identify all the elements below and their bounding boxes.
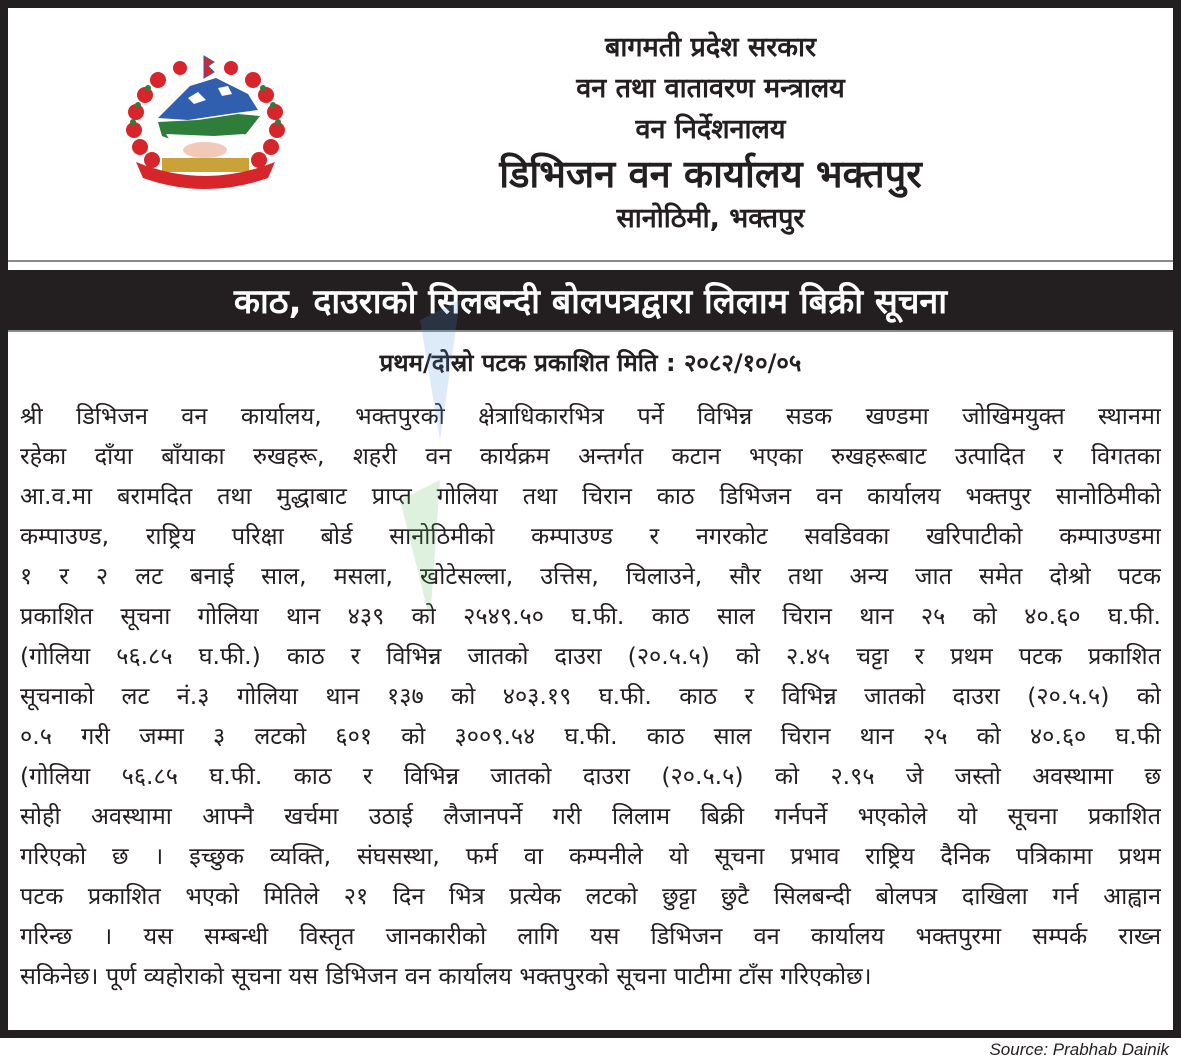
notice-header bbox=[8, 8, 1173, 262]
publication-separator: : bbox=[665, 349, 676, 377]
publication-label: प्रथम/दोस्रो पटक प्रकाशित मिति bbox=[379, 349, 658, 377]
province-government-line: बागमती प्रदेश सरकार bbox=[604, 32, 817, 63]
body-line: १ र २ लट बनाई साल, मसला, खोटेसल्ला, उत्तिस, चिलाउने, सौर तथा अन्य जात समेत दोश्रो पटक bbox=[20, 562, 1161, 590]
notice-title: काठ, दाउराको सिलबन्दी बोलपत्रद्वारा लिलाम बिक्री सूचना bbox=[233, 282, 948, 322]
body-line: प्रकाशित सूचना गोलिया थान ४३९ को २५४९.५० घ.फी. काठ साल चिरान थान २५ को ४०.६० घ.फी. bbox=[20, 602, 1161, 630]
body-line: रहेका दाँया बाँयाका रुखहरू, शहरी वन कार्यक्रम अन्तर्गत कटान भएका रुखहरूबाट उत्पादित र विगतका bbox=[20, 442, 1161, 470]
body-line: कम्पाउण्ड, राष्ट्रिय परिक्षा बोर्ड सानोठिमीको कम्पाउण्ड र नगरकोट सवडिवका खरिपाटीको कम्पाउण्डमा bbox=[20, 522, 1161, 550]
ministry-line: वन तथा वातावरण मन्त्रालय bbox=[576, 73, 845, 104]
publication-date bbox=[8, 346, 1173, 379]
government-emblem-icon bbox=[118, 50, 293, 195]
notice-title-bar bbox=[8, 270, 1173, 332]
body-line: सकिनेछ। पूर्ण व्यहोराको सूचना यस डिभिजन वन कार्यालय भक्तपुरको सूचना पाटीमा टाँस गरिएकोछ। bbox=[20, 962, 872, 990]
body-line: सूचनाको लट नं.३ गोलिया थान १३७ को ४०३.१९ घ.फी. काठ र विभिन्न जातको दाउरा (२०.५.५) को bbox=[20, 682, 1161, 710]
directorate-line: वन निर्देशनालय bbox=[635, 114, 786, 145]
office-address-line: सानोठिमी, भक्तपुर bbox=[616, 203, 805, 234]
source-credit: Source: Prabhab Dainik bbox=[989, 1040, 1169, 1059]
body-line: गरिन्छ । यस सम्बन्धी विस्तृत जानकारीको लागि यस डिभिजन वन कार्यालय भक्तपुरमा सम्पर्क राख्न bbox=[20, 922, 1161, 950]
body-line: (गोलिया ५६.८५ घ.फी. काठ र विभिन्न जातको दाउरा (२०.५.५) को २.९५ जे जस्तो अवस्थामा छ bbox=[20, 762, 1161, 790]
body-line: आ.व.मा बरामदित तथा मुद्धाबाट प्राप्त गोलिया तथा चिरान काठ डिभिजन वन कार्यालय भक्तपुर सानोठिमीको bbox=[20, 482, 1161, 510]
body-line: गरिएको छ । इच्छुक व्यक्ति, संघसस्था, फर्म वा कम्पनीले यो सूचना प्रभाव राष्ट्रिय दैनिक पत्रिकामा प्रथम bbox=[20, 842, 1161, 870]
notice-body bbox=[20, 396, 1161, 996]
publication-date-value: २०८२/१०/०५ bbox=[683, 349, 802, 377]
office-heading bbox=[308, 30, 1113, 232]
body-line: पटक प्रकाशित भएको मितिले २१ दिन भित्र प्रत्येक लटको छुट्टा छुटै सिलबन्दी बोलपत्र दाखिला गर्न आह्वान bbox=[20, 882, 1161, 910]
office-name-line: डिभिजन वन कार्यालय भक्तपुर bbox=[499, 152, 922, 196]
body-line: ०.५ गरी जम्मा ३ लटको ६०१ को ३००९.५४ घ.फी. काठ साल चिरान थान २५ को ४०.६० घ.फी bbox=[20, 722, 1161, 750]
body-line: श्री डिभिजन वन कार्यालय, भक्तपुरको क्षेत्राधिकारभित्र पर्ने विभिन्न सडक खण्डमा जोखिमयुक्त स्थानमा bbox=[20, 402, 1161, 430]
body-line: सोही अवस्थामा आफ्नै खर्चमा उठाई लैजानपर्ने गरी लिलाम बिक्री गर्नपर्ने भएकोले यो सूचना प्रकाशित bbox=[20, 802, 1161, 830]
body-line: (गोलिया ५६.८५ घ.फी.) काठ र विभिन्न जातको दाउरा (२०.५.५) को २.४५ चट्टा र प्रथम पटक प्रकाशित bbox=[20, 642, 1161, 670]
